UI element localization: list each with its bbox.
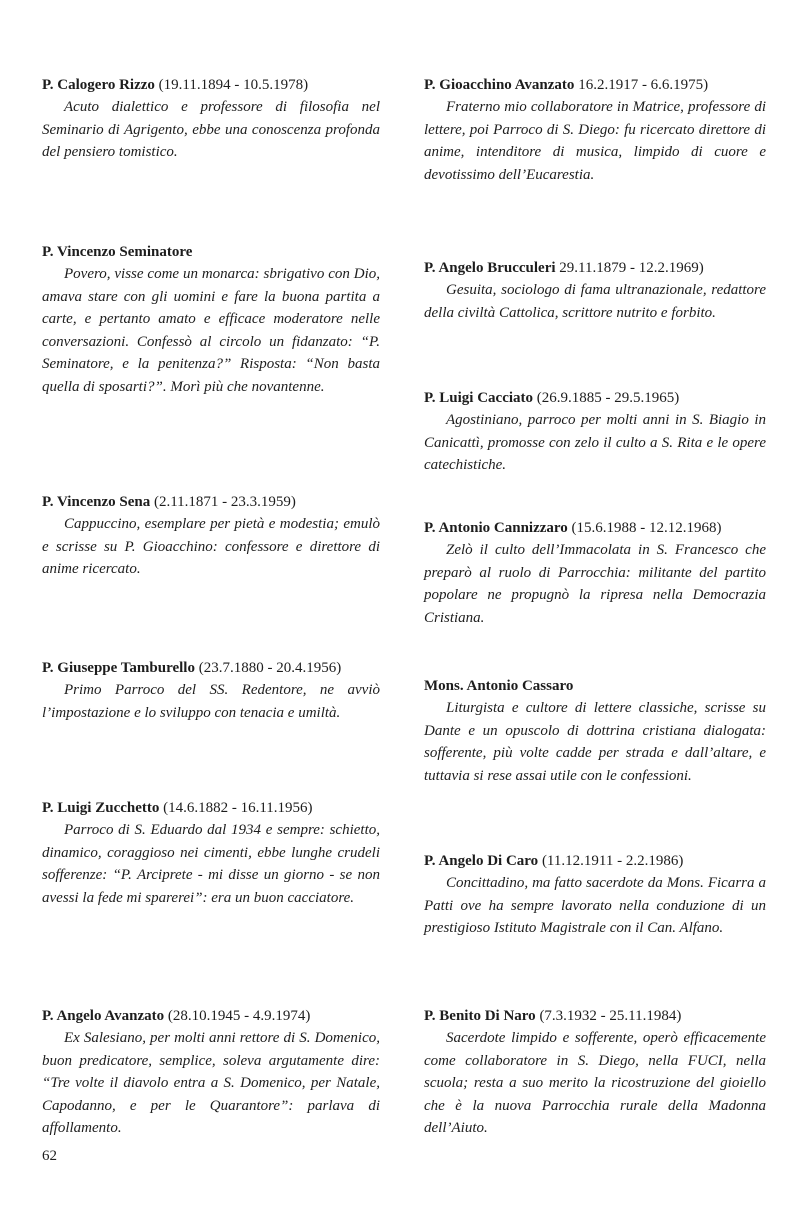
entry-heading — [42, 74, 380, 96]
entry-name: P. Antonio Cannizzaro — [424, 520, 568, 536]
entry-dates: (28.10.1945 - 4.9.1974) — [164, 1008, 311, 1024]
entry-avanzato-angelo — [42, 1005, 380, 1140]
entry-heading — [424, 675, 766, 697]
entry-heading — [424, 74, 766, 96]
entry-heading — [42, 797, 380, 819]
entry-brucculeri — [424, 257, 766, 324]
entry-text: Zelò il culto dell’Immacolata in S. Francesco che preparò al ruolo di Parrocchia: militante del partito popolare ne propugnò la ripresa nella Democrazia Cristiana. — [424, 542, 766, 626]
entry-heading — [42, 657, 380, 679]
entry-cacciato — [424, 387, 766, 477]
entry-heading — [42, 491, 380, 513]
entry-heading — [42, 1005, 380, 1027]
entry-name: P. Angelo Di Caro — [424, 853, 539, 869]
entry-dates: (19.11.1894 - 10.5.1978) — [154, 77, 309, 93]
entry-text: Acuto dialettico e professore di filosofia nel Seminario di Agrigento, ebbe una conoscenza profonda del pensiero tomistico. — [42, 99, 380, 160]
entry-name: P. Gioacchino Avanzato — [424, 77, 575, 93]
entry-heading — [424, 387, 766, 409]
entry-text: Cappuccino, esemplare per pietà e modestia; emulò e scrisse su P. Gioacchino: confessore e direttore di anime ricercato. — [42, 516, 380, 577]
entry-name: P. Calogero Rizzo — [42, 77, 155, 93]
entry-dates: (7.3.1932 - 25.11.1984) — [535, 1008, 682, 1024]
entry-name: P. Luigi Zucchetto — [42, 800, 160, 816]
entry-name: P. Benito Di Naro — [424, 1008, 536, 1024]
entry-text: Primo Parroco del SS. Redentore, ne avviò l’impostazione e lo sviluppo con tenacia e umiltà. — [42, 682, 380, 721]
entry-sena — [42, 491, 380, 581]
entry-tamburello — [42, 657, 380, 724]
entry-name: Mons. Antonio Cassaro — [424, 678, 574, 694]
entry-text: Ex Salesiano, per molti anni rettore di S. Domenico, buon predicatore, semplice, soleva argutamente dire: “Tre volte il diavolo entra a S. Domenico, per Natale, Capodanno, e per le Quarantore”: parlava di affollamento. — [42, 1030, 380, 1136]
entry-heading — [424, 850, 766, 872]
entry-text: Agostiniano, parroco per molti anni in S. Biagio in Canicattì, promosse con zelo il culto a S. Rita e le opere catechistiche. — [424, 412, 766, 473]
entry-avanzato-gioacchino — [424, 74, 766, 186]
entry-rizzo — [42, 74, 380, 164]
entry-heading — [42, 241, 380, 263]
entry-name: P. Luigi Cacciato — [424, 390, 534, 406]
entry-dates: (15.6.1988 - 12.12.1968) — [567, 520, 722, 536]
entry-text: Concittadino, ma fatto sacerdote da Mons. Ficarra a Patti ove ha sempre lavorato nella conduzione di un prestigioso Istituto Magistrale con il Can. Alfano. — [424, 875, 766, 936]
entry-name: P. Giuseppe Tamburello — [42, 660, 195, 676]
entry-seminatore — [42, 241, 380, 398]
entry-dates: 29.11.1879 - 12.2.1969) — [555, 260, 704, 276]
entry-dates: 16.2.1917 - 6.6.1975) — [574, 77, 709, 93]
entry-heading — [424, 1005, 766, 1027]
entry-name: P. Angelo Avanzato — [42, 1008, 165, 1024]
entry-text: Sacerdote limpido e sofferente, operò efficacemente come collaboratore in S. Diego, nella FUCI, nella scuola; resta a suo merito la ricostruzione del gioiello che è la nuova Parrocchia rurale della Madonna dell’Aiuto. — [424, 1030, 766, 1136]
entry-text: Liturgista e cultore di lettere classiche, scrisse su Dante e un opuscolo di dottrina cristiana dialogata: sofferente, più volte cadde per strada e dall’altare, e tuttavia si rese assai utile con le confessioni. — [424, 700, 766, 784]
entry-cannizzaro — [424, 517, 766, 629]
entry-di-caro — [424, 850, 766, 940]
entry-dates: (26.9.1885 - 29.5.1965) — [533, 390, 680, 406]
entry-heading — [424, 257, 766, 279]
entry-dates: (11.12.1911 - 2.2.1986) — [538, 853, 684, 869]
entry-name: P. Vincenzo Seminatore — [42, 244, 193, 260]
entry-dates: (2.11.1871 - 23.3.1959) — [150, 494, 296, 510]
entry-cassaro — [424, 675, 766, 787]
page-number: 62 — [42, 1148, 57, 1164]
entry-di-naro — [424, 1005, 766, 1140]
entry-text: Fraterno mio collaboratore in Matrice, professore di lettere, poi Parroco di S. Diego: fu ricercato direttore di anime, intenditore di musica, limpido di cuore e devotissimo dell’Eucarestia. — [424, 99, 766, 183]
entry-name: P. Angelo Brucculeri — [424, 260, 556, 276]
entry-zucchetto — [42, 797, 380, 909]
entry-name: P. Vincenzo Sena — [42, 494, 151, 510]
entry-heading — [424, 517, 766, 539]
entry-dates: (23.7.1880 - 20.4.1956) — [194, 660, 342, 676]
entry-text: Gesuita, sociologo di fama ultranazionale, redattore della civiltà Cattolica, scrittore nutrito e forbito. — [424, 282, 766, 321]
entry-dates: (14.6.1882 - 16.11.1956) — [159, 800, 313, 816]
entry-text: Parroco di S. Eduardo dal 1934 e sempre: schietto, dinamico, coraggioso nei cimenti, ebbe lunghe crudeli sofferenze: “P. Arciprete - mi disse un giorno - se non avessi la fede mi sparerei”: era un buon cacciatore. — [42, 822, 380, 906]
entry-text: Povero, visse come un monarca: sbrigativo con Dio, amava stare con gli uomini e fare la buona partita a carte, e pertanto amato e efficace moderatore nelle conversazioni. Confessò al circolo un fidanzato: “P. Seminatore, e la penitenza?” Risposta: “Non basta quella di sposarti?”. Morì più che novantenne. — [42, 266, 380, 395]
